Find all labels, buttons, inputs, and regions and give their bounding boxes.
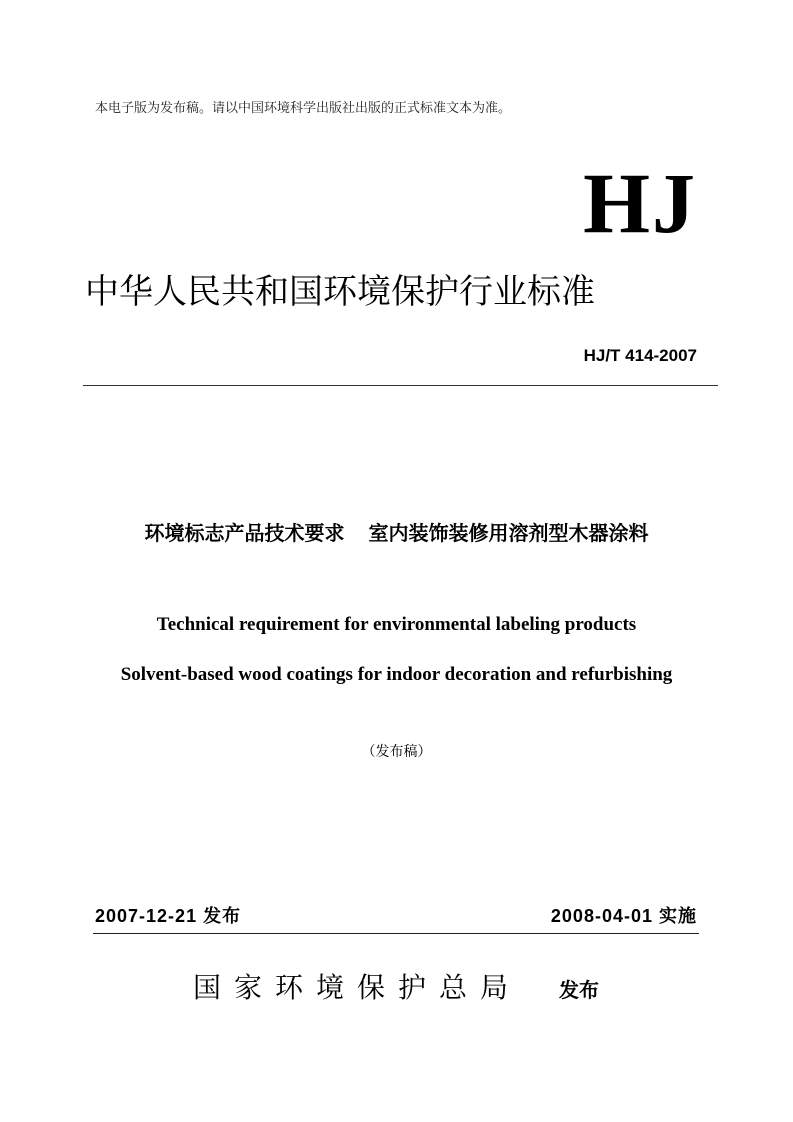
document-title-english-line2: Solvent-based wood coatings for indoor decoration and refurbishing xyxy=(120,664,673,685)
effective-date-label: 实施 xyxy=(659,906,697,926)
standard-category-title: 中华人民共和国环境保护行业标准 xyxy=(85,272,595,312)
effective-date-value: 2008-04-01 xyxy=(550,906,653,926)
hj-logo: HJ xyxy=(583,155,697,251)
issuing-authority-release-label: 发布 xyxy=(559,978,599,1002)
standard-number: HJ/T 414-2007 xyxy=(583,346,697,365)
draft-label: （发布稿） xyxy=(361,744,432,760)
document-title-english-line1: Technical requirement for environmental labeling products xyxy=(156,614,637,635)
title-chinese-part2: 室内装饰装修用溶剂型木器涂料 xyxy=(368,521,649,545)
release-notice: 本电子版为发布稿。请以中国环境科学出版社出版的正式标准文本为准。 xyxy=(95,101,512,116)
document-title-chinese xyxy=(0,521,793,545)
issue-date-label: 发布 xyxy=(203,906,242,926)
issue-date xyxy=(95,902,241,928)
issuing-authority: 国家环境保护总局 xyxy=(193,971,522,1004)
issue-date-value: 2007-12-21 xyxy=(95,906,198,926)
header-divider xyxy=(83,385,718,386)
title-chinese-part1: 环境标志产品技术要求 xyxy=(144,521,345,545)
effective-date xyxy=(551,902,697,928)
footer-divider xyxy=(93,933,699,934)
